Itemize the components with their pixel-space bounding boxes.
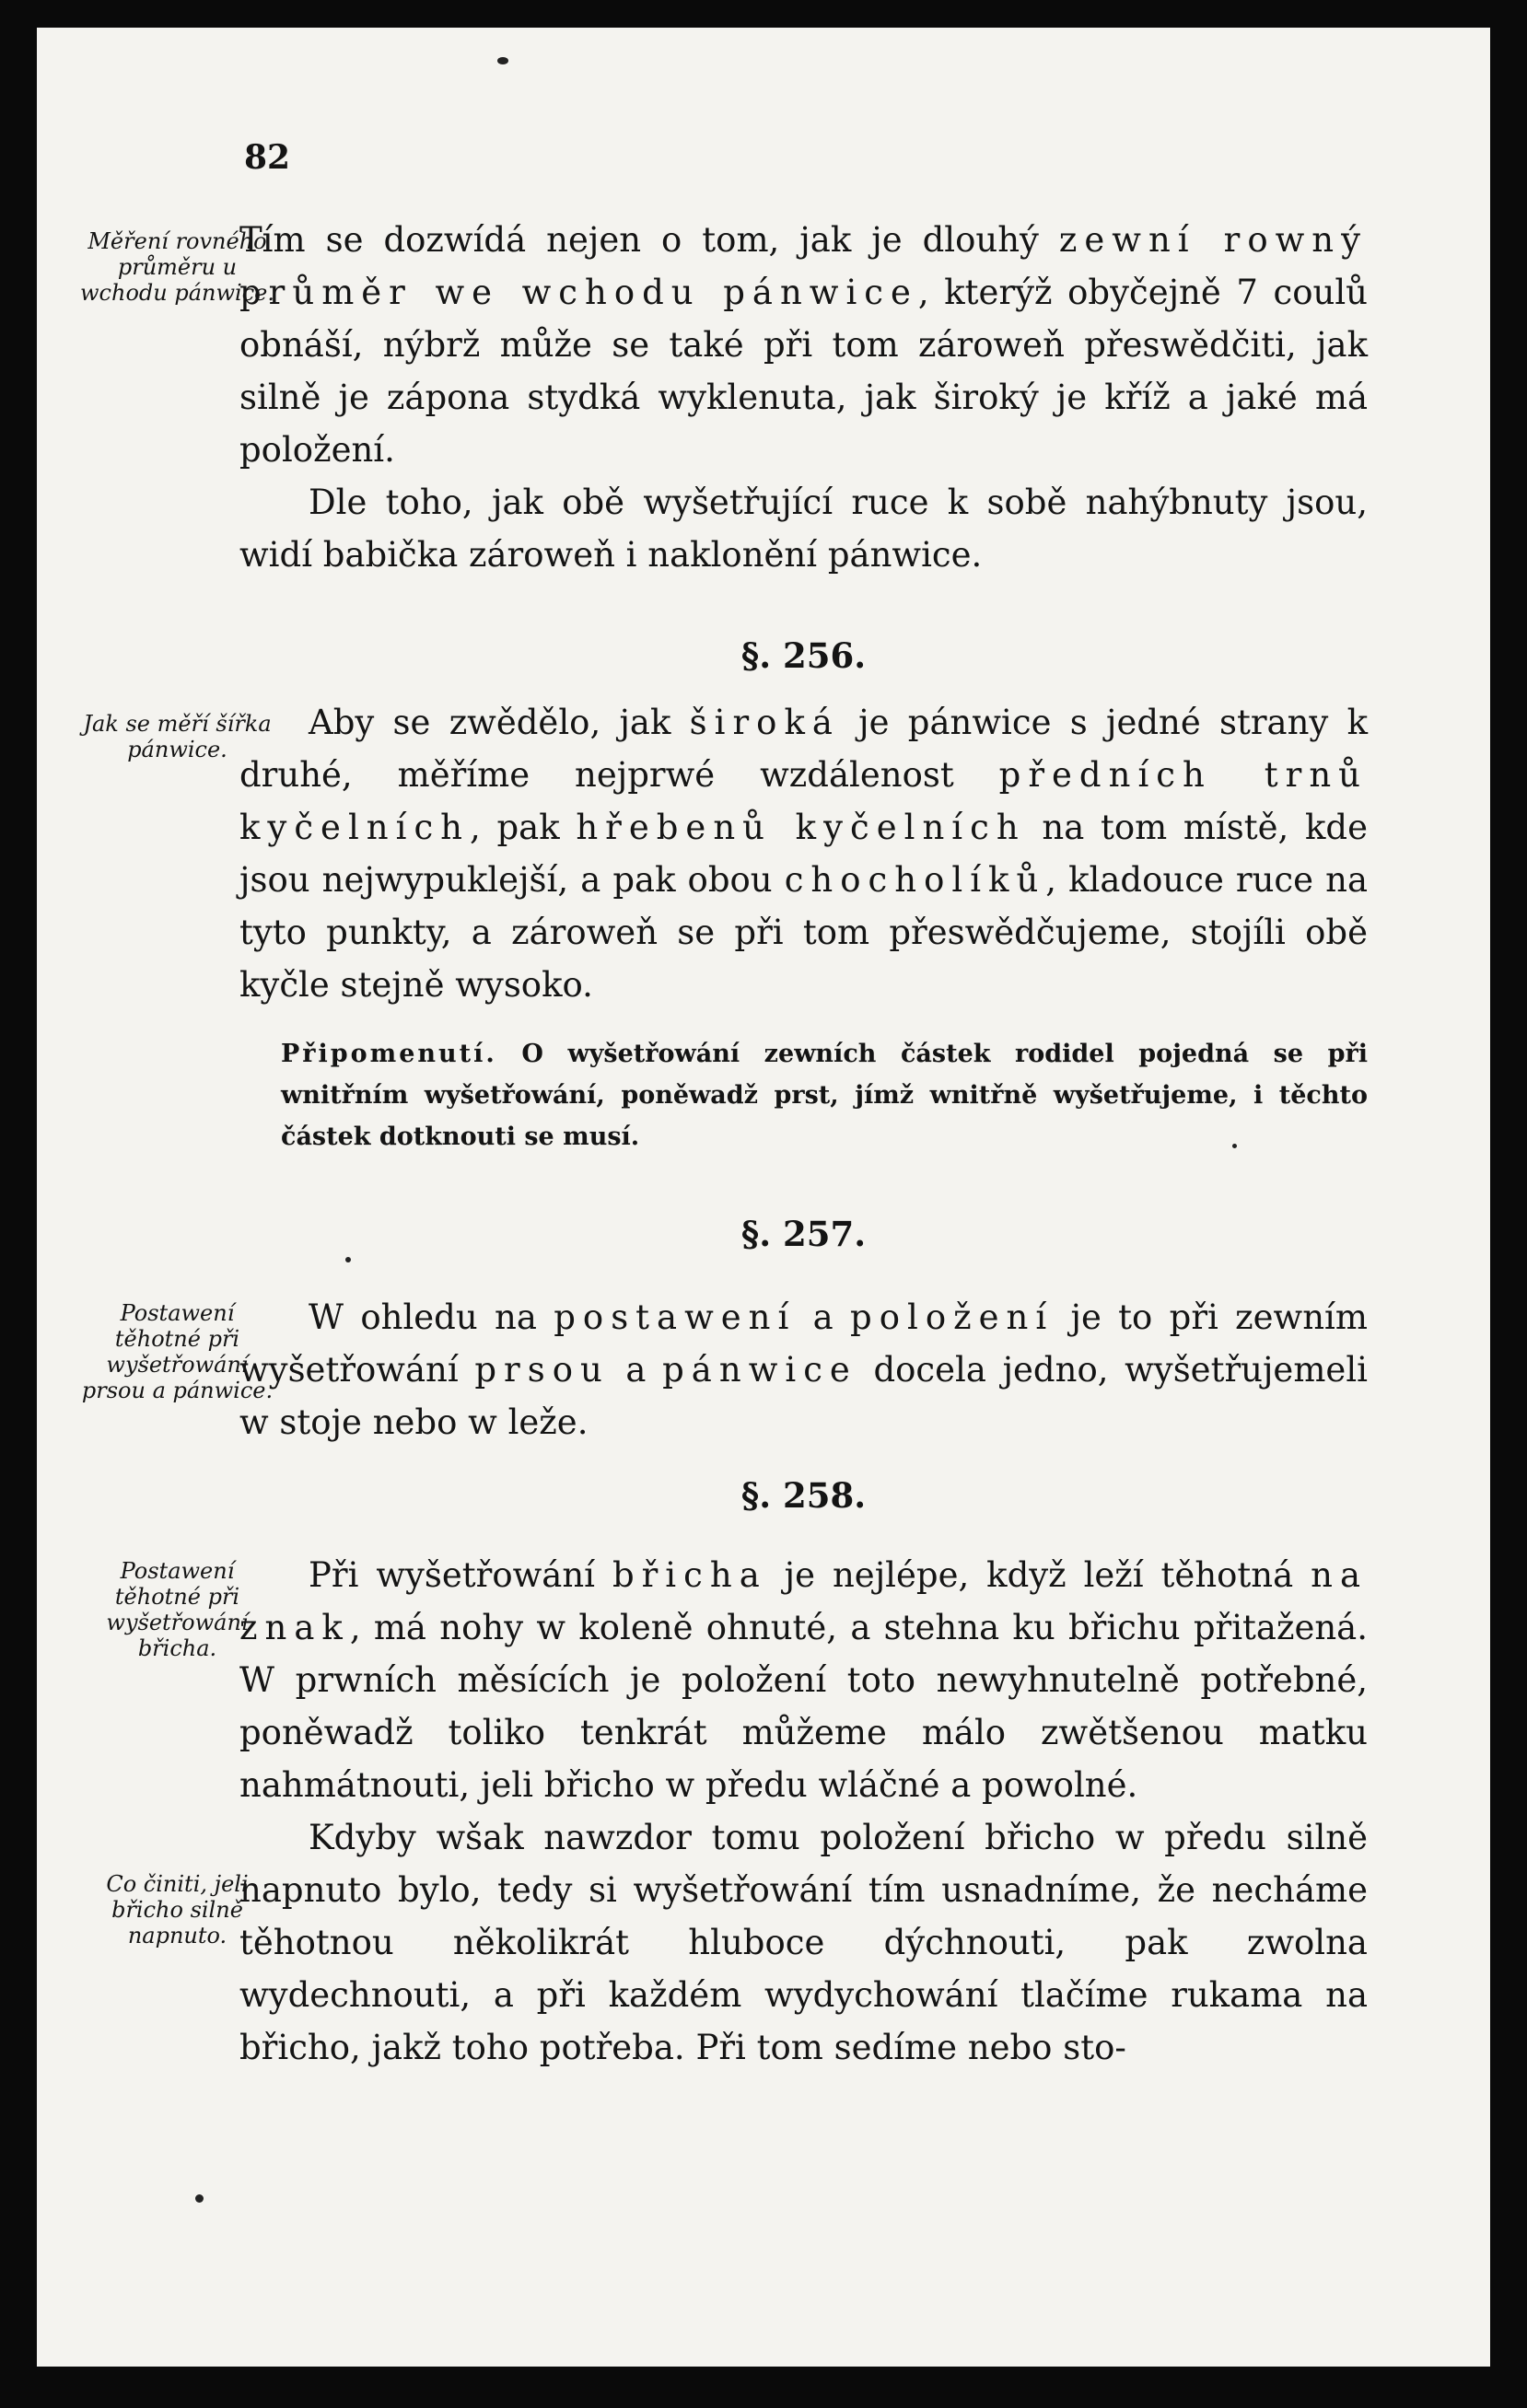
paragraph-3-part: , pak: [470, 808, 577, 847]
emphasized-term: na znak: [239, 1555, 1368, 1647]
paragraph-5-part: je nejlépe, když leží těhotná: [766, 1555, 1311, 1595]
remark-note: [281, 1033, 1368, 1157]
section-heading-258: §. 258.: [740, 1475, 867, 1516]
emphasized-term: předních trnů kyčelních: [239, 755, 1368, 847]
emphasized-term: pánwice: [662, 1350, 857, 1390]
remark-text: O wyšetřowání zewních částek rodidel pojedná se při wnitřním wyšetřowání, poněwadž prst, jímž wnitřně wyšetřujeme, i těchto částek dotknouti se musí.: [281, 1040, 1368, 1151]
paragraph-1-part: , kterýž obyčejně 7 coulů obnáší, nýbrž může se také při tom zároweň přeswědčiti, jak silně je zápona stydká wyklenuta, jak široký je kříž a jaké má položení.: [239, 273, 1368, 470]
print-speck: [1232, 1144, 1237, 1148]
emphasized-term: břicha: [612, 1555, 767, 1595]
section-heading-256: §. 256.: [740, 635, 867, 676]
paragraph-3-part: je pánwice s jedné strany k druhé, měříme nejprwé wzdálenost: [239, 703, 1369, 795]
remark-label: Připomenutí.: [281, 1040, 497, 1068]
emphasized-term: položení: [850, 1297, 1055, 1337]
margin-note-straight-diameter: Měření rovného průměru u wchodu pánwice.: [80, 228, 274, 306]
paragraph-4-part: docela jedno, wyšetřujemeli w stoje nebo w leže.: [239, 1350, 1368, 1442]
paragraph-5: [239, 1549, 1368, 2074]
paragraph-5-part: Při wyšetřowání: [309, 1555, 612, 1595]
margin-note-position-chest-pelvis: Postawení těhotné při wyšetřowání prsou a pánwice.: [81, 1300, 274, 1403]
print-speck: [345, 1257, 351, 1262]
paragraph-4-part: a: [609, 1350, 663, 1390]
emphasized-term: široká: [689, 703, 840, 742]
page-number: 82: [244, 138, 291, 177]
paragraph-3-part: na tom místě, kde jsou nejwypuklejší, a pak obou: [239, 808, 1369, 900]
emphasized-term: postawení: [554, 1297, 797, 1337]
emphasized-term: prsou: [474, 1350, 610, 1390]
paragraph-6: Kdyby wšak nawzdor tomu položení břicho w předu silně napnuto bylo, tedy si wyšetřowání tím usnadníme, že necháme těhotnou několikrát hluboce dýchnouti, pak zwolna wydechnouti, a při každém wydychowání tlačíme rukama na břicho, jakž toho potřeba. Při tom sedíme nebo sto-: [239, 1818, 1368, 2067]
paragraph-4-part: a: [796, 1297, 851, 1337]
margin-note-pelvis-width: Jak se měří šířka pánwice.: [83, 711, 272, 762]
paragraph-3-part: , kladouce ruce na tyto punkty, a zároweň se při tom přeswědčujeme, stojíli obě kyčle stejně wysoko.: [239, 860, 1368, 1005]
emphasized-term: chocholíků: [784, 860, 1046, 900]
emphasized-term: zewní rowný průměr we wchodu pánwice: [239, 220, 1368, 312]
paragraph-4: [239, 1291, 1368, 1448]
margin-note-position-abdomen: Postawení těhotné při wyšetřowání břicha.: [106, 1558, 249, 1661]
paragraph-2: Dle toho, jak obě wyšetřující ruce k sobě nahýbnuty jsou, widí babička zároweň i naklonění pánwice.: [239, 483, 1368, 575]
print-speck: [497, 57, 508, 64]
section-heading-257: §. 257.: [740, 1214, 867, 1254]
print-speck: [195, 2194, 204, 2203]
paragraph-3-part: Aby se zwědělo, jak: [309, 703, 690, 742]
emphasized-term: hřebenů kyčelních: [576, 808, 1026, 847]
paragraph-3: [239, 696, 1368, 1011]
paragraph-4-part: W ohledu na: [309, 1297, 554, 1337]
paragraph-1-part: Tím se dozwídá nejen o tom, jak je dlouhý: [239, 220, 1059, 260]
paragraph-1: [239, 214, 1368, 581]
paragraph-5-part: , má nohy w koleně ohnuté, a stehna ku břichu přitažená. W prwních měsících je položení toto newyhnutelně potřebné, poněwadž toliko tenkrát můžeme málo zwětšenou matku nahmátnouti, jeli břicho w předu wláčné a powolné.: [239, 1608, 1368, 1805]
paragraph-4-part: je to při zewním wyšetřowání: [239, 1297, 1368, 1390]
margin-note-tense-abdomen: Co činiti, jeli břicho silně napnuto.: [106, 1871, 249, 1949]
